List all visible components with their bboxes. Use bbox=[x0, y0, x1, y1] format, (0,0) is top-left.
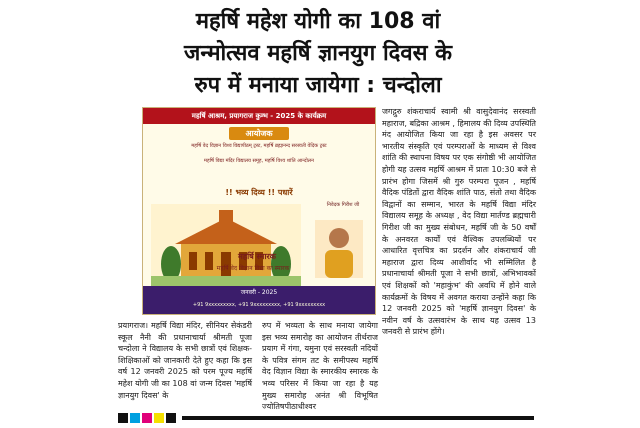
headline-line-2: जन्मोत्सव महर्षि ज्ञानयुग दिवस के bbox=[184, 41, 452, 66]
poster-invite bbox=[203, 186, 315, 200]
print-color-bar bbox=[118, 413, 536, 423]
headline bbox=[108, 6, 528, 102]
article-bottom-column-2: रुप में भव्यता के साथ मनाया जायेगा इस भव्य समारोह का आयोजन तीर्थराज प्रयाग में गंगा, यमुना एवं सरस्वती नदियों के पवित्र संगम तट के समीपस्थ महर्षि वेद विज्ञान विद्या के स्मारकीय स्मारक के भव्य परिसर में किया जा रहा है यह मुख्य समारोह अनंत श्री विभूषित ज्योतिषपीठाधीश्वर bbox=[262, 321, 378, 412]
article-bottom-column-1: प्रयागराज। महर्षि विद्या मंदिर, सीनियर सेकंडरी स्कूल नैनी की प्रधानाचार्या श्रीमती पूजा चन्दोला ने विद्यालय के सभी छात्रों एवं शिक्षक-शिक्षिकाओं को जानकारी देते हुए कहा कि इस वर्ष 12 जनवरी 2025 को परम पूज्य महर्षि महेश योगी जी का 108 वां जन्म दिवस 'महर्षि ज्ञानयुग दिवस' के bbox=[118, 321, 252, 400]
swatch-magenta bbox=[142, 413, 152, 423]
event-poster-image bbox=[142, 107, 376, 315]
poster-aayojak-badge: आयोजक bbox=[229, 127, 289, 140]
palace-illustration bbox=[151, 204, 301, 286]
swatch-black bbox=[118, 413, 128, 423]
poster-invite-text: !! भव्य दिव्य !! bbox=[225, 188, 276, 197]
swatch-cyan bbox=[130, 413, 140, 423]
poster-welcome-text: पधारें bbox=[277, 188, 293, 197]
headline-line-3: रुप में मनाया जायेगा : चन्दोला bbox=[194, 73, 442, 98]
headline-line-1: महर्षि महेश योगी का 108 वां bbox=[195, 9, 441, 34]
poster-date: जनवरी - 2025 bbox=[240, 289, 278, 296]
poster-contact: +91 9xxxxxxxxx, +91 9xxxxxxxxx, +91 9xxxxxxxxx bbox=[192, 302, 326, 308]
poster-org-line-1: महर्षि वेद विज्ञान विश्व विद्यापीठम् ट्रस्ट, महर्षि ब्रह्मानन्द सरस्वती वेदिक ट्रस्ट bbox=[191, 143, 327, 149]
swatch-black-2 bbox=[166, 413, 176, 423]
article-right-column: जगद्गुरु शंकराचार्य स्वामी श्री वासुदेवानंद सरस्वती महाराज, बद्रिका आश्रम , हिमालय की दिव्य उपस्थिति मंद आयोजित किया जा रहा है इस अवसर पर भारतीय संस्कृति एवं परम्पराओं के माध्यम से विश्व शांति की स्थापना विषय पर एक संगोष्ठी भी आयोजित होगी यह उत्सव महर्षि आश्रम में प्रातः 10:30 बजे से प्रारंभ होगा जिसमें श्री गुरु परम्परा पूजन , महर्षि वैदिक पंडितों द्वारा वैदिक शांति पाठ, संतो तथा वैदिक विद्वानों का सम्मान, भारत के महर्षि विद्या मंदिर विद्यालय समूह के अध्यक्ष , वेद विद्या मार्तण्ड ब्रह्मचारी गिरीश जी का मुख्य संबोधन, महर्षि जी के 50 वर्षों के अनवरत कार्यों एवं वैश्विक उपलब्धियों पर आधारित वृत्तचित्र का प्रदर्शन और शंकराचार्य जी महाराज द्वारा दिव्य आशीर्वाद भी सम्मिलित है प्रधानाचार्या श्रीमती पूजा ने सभी छात्रों, अभिभावकों एवं शिक्षकों को 'महाकुंभ' की अवधि में होने वाले कार्यक्रमों के विषय में अवगत कराया उन्होंने कहा कि 12 जनवरी 2025 को 'महर्षि ज्ञानयुग दिवस' के नवीन वर्ष के उत्सवारंभ के साथ यह उत्सव 13 जनवरी से प्रारंभ होंगे। bbox=[382, 107, 536, 337]
poster-nivedak: निवेदक गिरीश जी bbox=[326, 202, 360, 208]
swatch-yellow bbox=[154, 413, 164, 423]
print-rule bbox=[182, 416, 534, 420]
poster-memorial-title: महर्षि स्मारक bbox=[238, 252, 276, 261]
poster-top-bar: महर्षि आश्रम, प्रयागराज कुम्भ - 2025 के कार्यक्रम bbox=[143, 108, 375, 124]
poster-bottom-bar bbox=[143, 286, 375, 314]
poster-memorial-sub: महर्षि वेद विज्ञान विद्या का स्मारक bbox=[216, 265, 290, 272]
poster-org-line-2: महर्षि विद्या मंदिर विद्यालय समूह, महर्षि विश्व शांति आन्दोलन bbox=[204, 158, 314, 164]
